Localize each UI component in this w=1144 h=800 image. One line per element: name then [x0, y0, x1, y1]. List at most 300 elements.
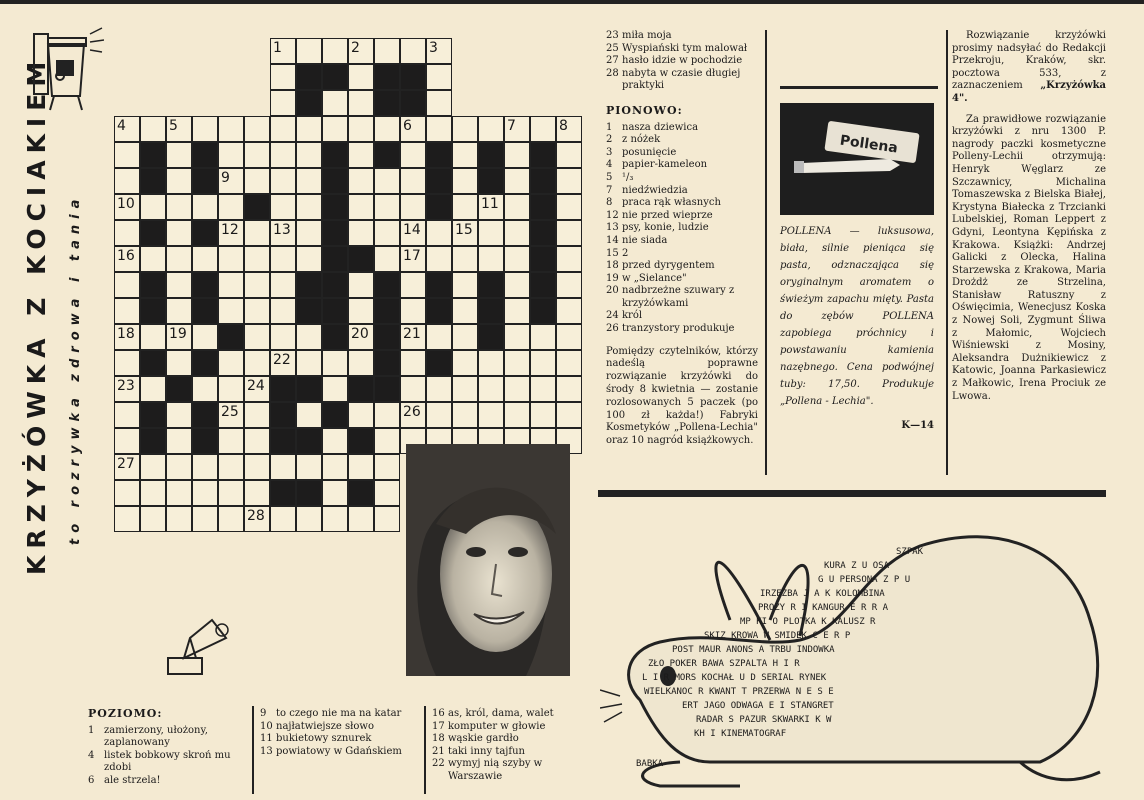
grid-cell[interactable] — [556, 272, 582, 298]
down-clues-header: PIONOWO: — [606, 103, 683, 117]
clue-number: 11 — [481, 196, 499, 212]
clue-number: 5 — [169, 118, 178, 134]
top-border — [0, 0, 1144, 4]
grid-cell[interactable] — [400, 116, 426, 142]
grid-cell[interactable] — [140, 480, 166, 506]
grid-cell[interactable] — [114, 220, 140, 246]
grid-cell[interactable] — [192, 246, 218, 272]
clue-number: 7 — [507, 118, 516, 134]
bunny-solution-row: SKIZ KROWA W SMIDEK C E R P — [704, 631, 851, 641]
grid-cell[interactable] — [114, 194, 140, 220]
grid-cell[interactable] — [218, 194, 244, 220]
grid-block — [140, 402, 166, 428]
grid-cell[interactable] — [348, 38, 374, 64]
grid-cell[interactable] — [478, 194, 504, 220]
grid-cell[interactable] — [218, 116, 244, 142]
grid-block — [322, 246, 348, 272]
grid-cell[interactable] — [140, 116, 166, 142]
grid-cell[interactable] — [140, 454, 166, 480]
grid-block — [374, 90, 400, 116]
grid-cell[interactable] — [452, 116, 478, 142]
grid-block — [270, 376, 296, 402]
grid-cell[interactable] — [374, 402, 400, 428]
grid-cell[interactable] — [348, 220, 374, 246]
grid-cell[interactable] — [218, 298, 244, 324]
grid-block — [270, 428, 296, 454]
clue-number: 3 — [429, 40, 438, 56]
grid-cell[interactable] — [166, 454, 192, 480]
grid-cell[interactable] — [478, 350, 504, 376]
grid-block — [192, 142, 218, 168]
grid-cell[interactable] — [504, 272, 530, 298]
grid-block — [296, 298, 322, 324]
grid-block — [322, 220, 348, 246]
clue-number: 19 — [169, 326, 187, 342]
grid-cell[interactable] — [348, 194, 374, 220]
grid-cell[interactable] — [114, 168, 140, 194]
grid-cell[interactable] — [218, 376, 244, 402]
grid-cell[interactable] — [452, 272, 478, 298]
grid-cell[interactable] — [296, 38, 322, 64]
grid-cell[interactable] — [452, 350, 478, 376]
grid-block — [192, 220, 218, 246]
bunny-solution-row: WIELKANOC R KWANT T PRZERWA N E S E — [644, 687, 834, 697]
grid-cell[interactable] — [270, 194, 296, 220]
grid-cell[interactable] — [556, 116, 582, 142]
grid-block — [166, 376, 192, 402]
bottom-section-rule — [598, 490, 1106, 497]
grid-cell[interactable] — [374, 480, 400, 506]
across-clues-col2 — [260, 708, 420, 758]
grid-cell[interactable] — [218, 272, 244, 298]
grid-cell[interactable] — [296, 220, 322, 246]
grid-cell[interactable] — [348, 272, 374, 298]
grid-cell[interactable] — [166, 506, 192, 532]
grid-block — [296, 428, 322, 454]
grid-cell[interactable] — [426, 402, 452, 428]
grid-cell[interactable] — [270, 272, 296, 298]
grid-cell[interactable] — [400, 350, 426, 376]
grid-cell[interactable] — [114, 350, 140, 376]
grid-cell[interactable] — [140, 376, 166, 402]
clue-number: 24 — [247, 378, 265, 394]
grid-cell[interactable] — [218, 402, 244, 428]
clue-number: 8 — [559, 118, 568, 134]
grid-cell[interactable] — [244, 480, 270, 506]
grid-cell[interactable] — [400, 168, 426, 194]
across-clue: 11 bukietowy sznurek — [260, 733, 372, 745]
grid-cell[interactable] — [192, 454, 218, 480]
grid-cell[interactable] — [348, 324, 374, 350]
grid-cell[interactable] — [322, 506, 348, 532]
grid-cell[interactable] — [296, 194, 322, 220]
across-clue: 6 ale strzela! — [88, 774, 161, 786]
grid-cell[interactable] — [426, 64, 452, 90]
grid-cell[interactable] — [530, 116, 556, 142]
grid-cell[interactable] — [270, 142, 296, 168]
clue-number: 17 — [403, 248, 421, 264]
grid-cell[interactable] — [244, 298, 270, 324]
grid-block — [322, 194, 348, 220]
grid-cell[interactable] — [114, 376, 140, 402]
grid-cell[interactable] — [556, 298, 582, 324]
clue-number: 16 — [117, 248, 135, 264]
grid-cell[interactable] — [374, 116, 400, 142]
clue-number: 9 — [221, 170, 230, 186]
grid-block — [192, 168, 218, 194]
grid-cell[interactable] — [530, 402, 556, 428]
grid-cell[interactable] — [374, 506, 400, 532]
grid-cell[interactable] — [452, 324, 478, 350]
grid-cell[interactable] — [166, 402, 192, 428]
grid-block — [270, 480, 296, 506]
grid-block — [140, 142, 166, 168]
bunny-solution-row: ZŁO POKER BAWA SZPALTA H I R — [648, 659, 800, 669]
grid-cell[interactable] — [244, 324, 270, 350]
grid-cell[interactable] — [114, 272, 140, 298]
grid-cell[interactable] — [478, 376, 504, 402]
grid-cell[interactable] — [452, 298, 478, 324]
grid-block — [374, 324, 400, 350]
grid-cell[interactable] — [166, 272, 192, 298]
grid-block — [426, 194, 452, 220]
grid-cell[interactable] — [114, 324, 140, 350]
grid-cell[interactable] — [166, 350, 192, 376]
across-clue: 9 to czego nie ma na katar — [260, 708, 402, 719]
grid-cell[interactable] — [296, 168, 322, 194]
down-clues-list — [606, 122, 762, 336]
grid-cell[interactable] — [270, 64, 296, 90]
grid-block — [192, 402, 218, 428]
grid-cell[interactable] — [348, 116, 374, 142]
grid-cell[interactable] — [322, 38, 348, 64]
grid-cell[interactable] — [192, 324, 218, 350]
grid-cell[interactable] — [166, 324, 192, 350]
grid-cell[interactable] — [348, 506, 374, 532]
clue-number: 18 — [117, 326, 135, 342]
grid-block — [530, 298, 556, 324]
grid-cell[interactable] — [218, 480, 244, 506]
grid-cell[interactable] — [400, 402, 426, 428]
grid-cell[interactable] — [244, 350, 270, 376]
ad-text: POLLENA — luksusowa, biała, silnie pieniąca się pasta, odznaczająca się oryginalnym aromatem o świeżym zapachu mięty. Pasta do zębów POLLENA zapobiega próchnicy i powstawaniu kamienia nazębnego. Cena podwójnej tuby: 17,50. Produkuje „Pollena - Lechia". — [780, 226, 934, 407]
grid-cell[interactable] — [348, 142, 374, 168]
grid-cell[interactable] — [192, 194, 218, 220]
grid-cell[interactable] — [348, 298, 374, 324]
gramophone-doodle-icon — [160, 612, 240, 682]
grid-cell[interactable] — [504, 220, 530, 246]
grid-block — [478, 324, 504, 350]
grid-cell[interactable] — [530, 350, 556, 376]
grid-block — [478, 142, 504, 168]
grid-cell[interactable] — [556, 324, 582, 350]
across-clue: 10 najłatwiejsze słowo — [260, 720, 374, 732]
grid-cell[interactable] — [374, 246, 400, 272]
grid-block — [374, 142, 400, 168]
grid-cell[interactable] — [556, 142, 582, 168]
grid-cell[interactable] — [400, 376, 426, 402]
grid-cell[interactable] — [556, 350, 582, 376]
down-clue: 24 król — [606, 310, 643, 322]
grid-block — [374, 64, 400, 90]
grid-cell[interactable] — [140, 506, 166, 532]
grid-cell[interactable] — [114, 116, 140, 142]
grid-cell[interactable] — [296, 402, 322, 428]
grid-cell[interactable] — [114, 402, 140, 428]
grid-cell[interactable] — [556, 194, 582, 220]
grid-cell[interactable] — [530, 324, 556, 350]
grid-block — [400, 64, 426, 90]
clue-number: 26 — [403, 404, 421, 420]
grid-cell[interactable] — [166, 220, 192, 246]
divider — [946, 30, 948, 475]
grid-cell[interactable] — [114, 454, 140, 480]
grid-cell[interactable] — [348, 168, 374, 194]
down-clue: 4 papier-kameleon — [606, 159, 708, 171]
across-clue: 22 wymyj nią szyby w Warszawie — [432, 758, 543, 782]
grid-cell[interactable] — [452, 402, 478, 428]
grid-cell[interactable] — [270, 168, 296, 194]
grid-cell[interactable] — [218, 428, 244, 454]
grid-cell[interactable] — [296, 324, 322, 350]
grid-cell[interactable] — [348, 64, 374, 90]
grid-cell[interactable] — [296, 116, 322, 142]
grid-cell[interactable] — [452, 246, 478, 272]
grid-cell[interactable] — [218, 506, 244, 532]
grid-cell[interactable] — [270, 38, 296, 64]
grid-cell[interactable] — [478, 246, 504, 272]
grid-cell[interactable] — [296, 506, 322, 532]
grid-cell[interactable] — [140, 324, 166, 350]
grid-cell[interactable] — [478, 402, 504, 428]
divider — [424, 706, 426, 794]
contest-address: Rozwiązanie krzyżówki prosimy nadsyłać do Redakcji Przekroju, Kraków, skr. pocztowa 533, z zaznaczeniem „Krzyżówka 4". — [952, 30, 1106, 104]
winners-list: Za prawidłowe rozwiązanie krzyżówki z nru 1300 P. nagrody paczki kosmetyczne Polleny-Lechii otrzymują: Henryk Węglarz ze Szczawnicy, Michalina Tomaszewska z Bielska Białej, Krystyna Białecka z Trzcianki Lubelskiej, Roman Leppert z Gdyni, Leontyna Kępińska z Krakowa. Książki: Andrzej Galicki z Olecka, Halina Starzewska z Krakowa, Maria Drożdż ze Strzelina, Stanisław Ratuszny z Oświęcimia, Wenecjusz Koska z Nowej Soli, Zygmunt Śliwa z Małomic, Wojciech Wiśniewski z Mosiny, Aleksandra Dużnikiewicz z Katowic, Joanna Parkasiewicz z Małkowic, Irena Prociuk ze Lwowa. — [952, 113, 1106, 402]
grid-cell[interactable] — [218, 246, 244, 272]
grid-block — [192, 350, 218, 376]
grid-cell[interactable] — [140, 194, 166, 220]
bunny-solution-row: RADAR S PAZUR SKWARKI K W — [696, 715, 832, 725]
grid-cell[interactable] — [166, 298, 192, 324]
grid-cell[interactable] — [322, 116, 348, 142]
grid-cell[interactable] — [114, 506, 140, 532]
grid-cell[interactable] — [348, 90, 374, 116]
grid-cell[interactable] — [426, 220, 452, 246]
grid-cell[interactable] — [244, 116, 270, 142]
clue-number: 4 — [117, 118, 126, 134]
grid-cell[interactable] — [166, 480, 192, 506]
grid-cell[interactable] — [114, 428, 140, 454]
grid-cell[interactable] — [322, 480, 348, 506]
grid-block — [530, 246, 556, 272]
grid-block — [374, 298, 400, 324]
grid-cell[interactable] — [556, 246, 582, 272]
grid-cell[interactable] — [374, 428, 400, 454]
cover-girl-photo — [406, 444, 570, 676]
grid-cell[interactable] — [244, 220, 270, 246]
grid-cell[interactable] — [400, 194, 426, 220]
grid-cell[interactable] — [270, 506, 296, 532]
grid-cell[interactable] — [114, 142, 140, 168]
grid-cell[interactable] — [114, 298, 140, 324]
grid-cell[interactable] — [166, 168, 192, 194]
bunny-solution-row: IRZEŹBA J A K KOLOMBINA — [760, 589, 885, 599]
grid-cell[interactable] — [400, 142, 426, 168]
grid-cell[interactable] — [400, 38, 426, 64]
grid-cell[interactable] — [478, 116, 504, 142]
grid-cell[interactable] — [400, 220, 426, 246]
grid-cell[interactable] — [114, 480, 140, 506]
grid-cell[interactable] — [374, 194, 400, 220]
grid-cell[interactable] — [192, 116, 218, 142]
grid-cell[interactable] — [270, 454, 296, 480]
grid-cell[interactable] — [244, 454, 270, 480]
grid-cell[interactable] — [166, 194, 192, 220]
grid-block — [192, 272, 218, 298]
grid-cell[interactable] — [322, 376, 348, 402]
grid-cell[interactable] — [218, 220, 244, 246]
across-clue: 4 listek bobkowy skroń mu zdobi — [88, 749, 231, 774]
grid-cell[interactable] — [452, 168, 478, 194]
grid-cell[interactable] — [270, 246, 296, 272]
grid-block — [400, 90, 426, 116]
grid-cell[interactable] — [504, 402, 530, 428]
grid-cell[interactable] — [504, 376, 530, 402]
grid-cell[interactable] — [556, 168, 582, 194]
grid-cell[interactable] — [504, 116, 530, 142]
crossword-subtitle: to rozrywka zdrowa i tania — [68, 193, 83, 545]
down-clue: 20 nadbrzeżne szuwary z krzyżówkami — [606, 285, 735, 309]
grid-block — [140, 272, 166, 298]
grid-block — [530, 272, 556, 298]
grid-block — [530, 168, 556, 194]
grid-cell[interactable] — [296, 246, 322, 272]
grid-cell[interactable] — [244, 168, 270, 194]
grid-cell[interactable] — [218, 350, 244, 376]
grid-cell[interactable] — [348, 402, 374, 428]
grid-cell[interactable] — [218, 454, 244, 480]
grid-cell[interactable] — [218, 168, 244, 194]
grid-cell[interactable] — [348, 350, 374, 376]
grid-cell[interactable] — [166, 116, 192, 142]
grid-cell[interactable] — [426, 324, 452, 350]
grid-block — [140, 298, 166, 324]
product-brand: Pollena — [838, 132, 899, 157]
grid-cell[interactable] — [504, 298, 530, 324]
grid-cell[interactable] — [322, 428, 348, 454]
grid-block — [296, 376, 322, 402]
grid-cell[interactable] — [374, 38, 400, 64]
grid-cell[interactable] — [296, 350, 322, 376]
grid-cell[interactable] — [322, 90, 348, 116]
clue-number: 27 — [117, 456, 135, 472]
across-clue: 16 as, król, dama, walet — [432, 708, 554, 719]
grid-cell[interactable] — [374, 168, 400, 194]
grid-cell[interactable] — [426, 116, 452, 142]
grid-block — [218, 324, 244, 350]
grid-cell[interactable] — [426, 90, 452, 116]
grid-block — [426, 142, 452, 168]
grid-cell[interactable] — [426, 246, 452, 272]
grid-cell[interactable] — [504, 246, 530, 272]
grid-cell[interactable] — [166, 428, 192, 454]
grid-cell[interactable] — [452, 376, 478, 402]
grid-cell[interactable] — [504, 324, 530, 350]
grid-cell[interactable] — [400, 298, 426, 324]
grid-cell[interactable] — [270, 220, 296, 246]
grid-cell[interactable] — [244, 142, 270, 168]
grid-block — [530, 194, 556, 220]
grid-cell[interactable] — [192, 506, 218, 532]
grid-cell[interactable] — [400, 246, 426, 272]
grid-cell[interactable] — [400, 324, 426, 350]
grid-cell[interactable] — [244, 272, 270, 298]
grid-cell[interactable] — [556, 402, 582, 428]
grid-cell[interactable] — [374, 220, 400, 246]
ad-code: K—14 — [901, 420, 934, 431]
grid-cell[interactable] — [244, 506, 270, 532]
down-clue: 26 tranzystory produkuje — [606, 323, 735, 335]
grid-cell[interactable] — [504, 168, 530, 194]
across-clue: 13 powiatowy w Gdańskiem — [260, 745, 402, 757]
grid-cell[interactable] — [322, 350, 348, 376]
grid-cell[interactable] — [400, 272, 426, 298]
grid-cell[interactable] — [166, 142, 192, 168]
grid-cell[interactable] — [244, 376, 270, 402]
grid-cell[interactable] — [556, 376, 582, 402]
grid-cell[interactable] — [504, 142, 530, 168]
down-clue: 18 przed dyrygentem — [606, 260, 715, 272]
grid-cell[interactable] — [244, 428, 270, 454]
grid-cell[interactable] — [114, 246, 140, 272]
bunny-solution-row: G U PERSONA Z P U — [818, 575, 911, 585]
grid-cell[interactable] — [426, 376, 452, 402]
grid-cell[interactable] — [530, 376, 556, 402]
grid-cell[interactable] — [192, 376, 218, 402]
grid-cell[interactable] — [270, 298, 296, 324]
grid-cell[interactable] — [270, 324, 296, 350]
grid-cell[interactable] — [478, 220, 504, 246]
grid-cell[interactable] — [244, 246, 270, 272]
grid-cell[interactable] — [452, 220, 478, 246]
grid-cell[interactable] — [270, 90, 296, 116]
down-clue: 5 ¹/₃ — [606, 171, 634, 183]
grid-block — [478, 272, 504, 298]
grid-cell[interactable] — [504, 194, 530, 220]
grid-cell[interactable] — [270, 116, 296, 142]
grid-block — [530, 142, 556, 168]
grid-cell[interactable] — [244, 402, 270, 428]
grid-cell[interactable] — [504, 350, 530, 376]
down-clue: 2 z nóżek — [606, 134, 661, 146]
grid-cell[interactable] — [296, 142, 322, 168]
grid-cell[interactable] — [322, 454, 348, 480]
grid-cell[interactable] — [270, 350, 296, 376]
grid-cell[interactable] — [140, 246, 166, 272]
grid-cell[interactable] — [166, 246, 192, 272]
grid-cell[interactable] — [296, 454, 322, 480]
grid-cell[interactable] — [452, 142, 478, 168]
grid-cell[interactable] — [556, 220, 582, 246]
grid-cell[interactable] — [218, 142, 244, 168]
grid-cell[interactable] — [374, 454, 400, 480]
grid-cell[interactable] — [348, 454, 374, 480]
grid-cell[interactable] — [192, 480, 218, 506]
grid-cell[interactable] — [452, 194, 478, 220]
clue-number: 20 — [351, 326, 369, 342]
grid-cell[interactable] — [426, 38, 452, 64]
grid-block — [478, 298, 504, 324]
